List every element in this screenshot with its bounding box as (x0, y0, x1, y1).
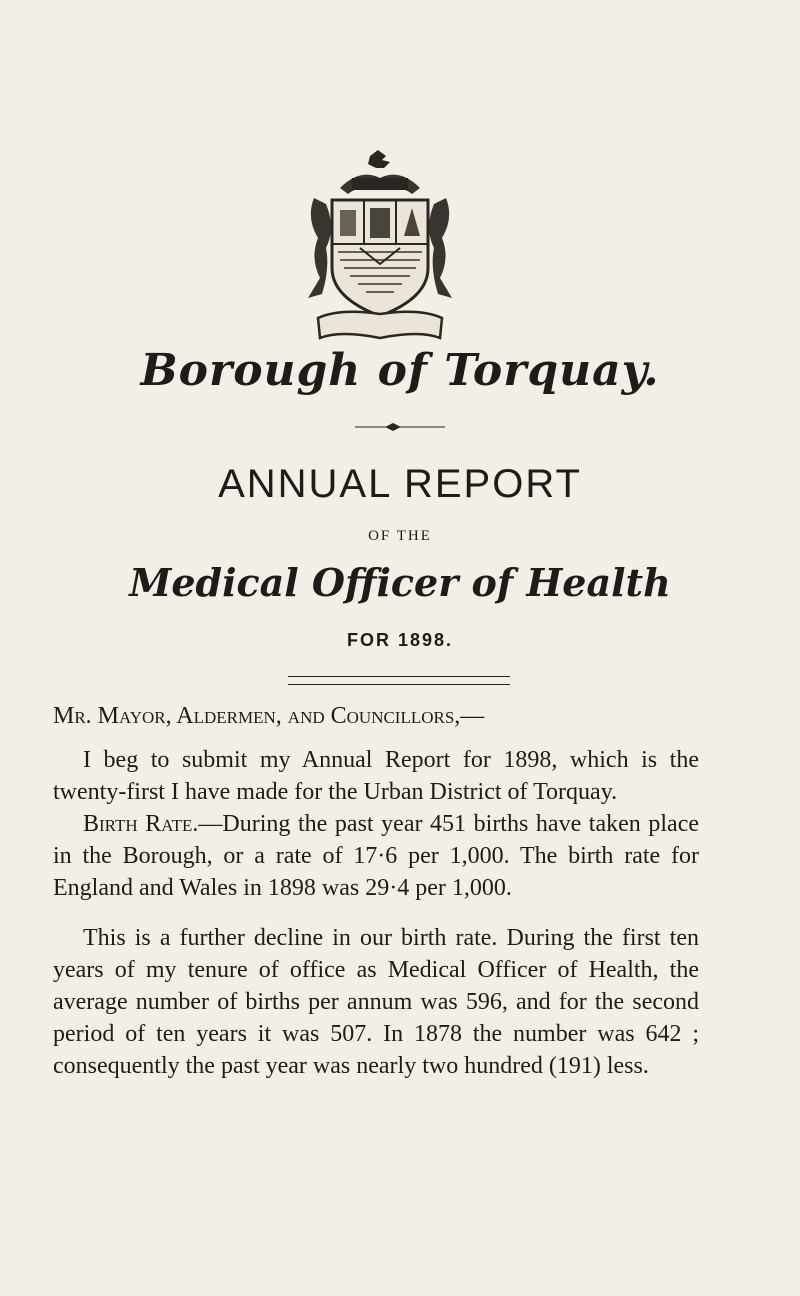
annual-report-heading: ANNUAL REPORT (218, 462, 582, 506)
of-the-label: OF THE (368, 528, 432, 544)
salutation: Mr. Mayor, Aldermen, and Councillors,— (53, 703, 485, 729)
paragraph-birth-rate (53, 808, 699, 904)
borough-crest-icon (300, 148, 460, 348)
paragraph-intro: I beg to submit my Annual Report for 1898, which is the twenty-first I have made for the Urban District of Torquay. (53, 747, 699, 805)
borough-title: Borough of Torquay. (140, 345, 660, 396)
double-rule-divider (288, 676, 510, 685)
medical-officer-title: Medical Officer of Health (129, 560, 671, 605)
diamond-rule-icon (355, 422, 445, 432)
paragraph-decline: This is a further decline in our birth rate. During the first ten years of my tenure of office as Medical Officer of Health, the average number of births per annum was 596, and for the second period of ten years it was 507. In 1878 the number was 642 ; consequently the past year was nearly two hundred (191) less. (53, 925, 699, 1079)
birth-rate-heading: Birth Rate. (83, 811, 199, 837)
birth-rate-text: —During the past year 451 births have taken place in the Borough, or a rate of 17·6 per 1,000. The birth rate for England and Wales in 1898 was 29·4 per 1,000. (53, 811, 699, 901)
report-year: FOR 1898. (346, 630, 454, 650)
report-body (53, 700, 699, 1082)
